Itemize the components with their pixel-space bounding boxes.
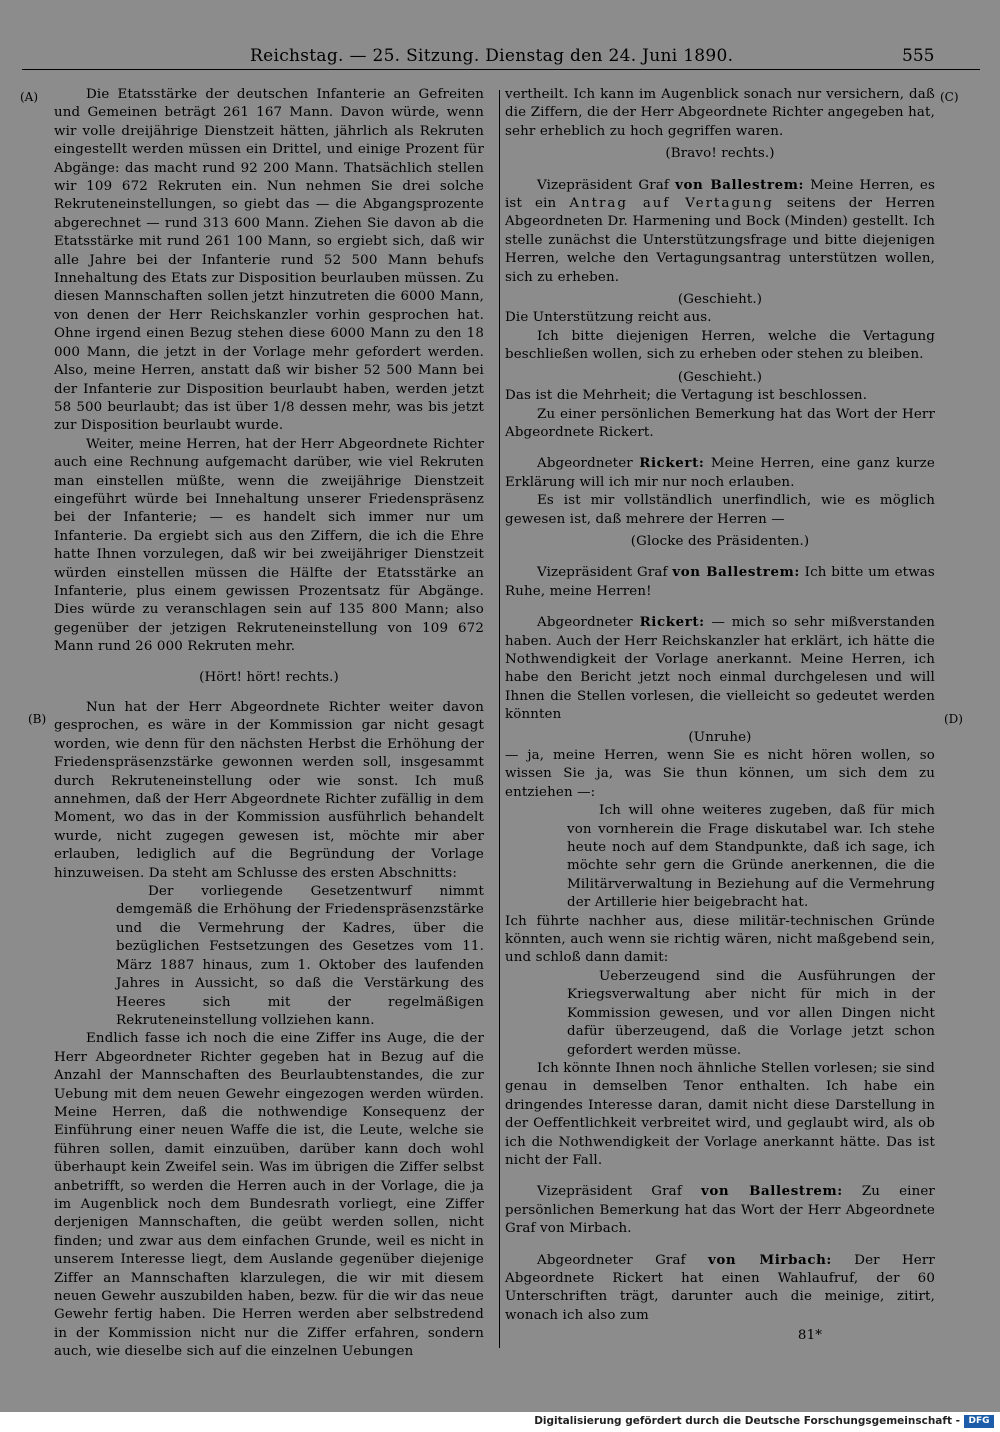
signature-mark: 81* [797, 1328, 823, 1344]
interjection: (Bravo! rechts.) [665, 146, 775, 162]
emphasized-text: Antrag auf Vertagung [569, 196, 774, 212]
speaker-title: Vizepräsident Graf [537, 565, 668, 581]
speech-text: Meine Herren, es ist ein [505, 177, 935, 212]
margin-mark-d: (D) [944, 712, 963, 726]
speech-text: seitens der Herren Abgeordneten Dr. Harmening und Bock (Minden) gestellt. Ich stelle zunächst die Unterstützungsfrage und bitte diejenigen Herren, welche den Vertagungsantrag unterstützen wollen, sich zu erheben. [505, 196, 935, 285]
paragraph: Das ist die Mehrheit; die Vertagung ist beschlossen. [505, 388, 868, 404]
page-number: 555 [902, 46, 935, 66]
speech-vizepraesident [505, 1182, 935, 1238]
paragraph: vertheilt. Ich kann im Augenblick sonach nur versichern, daß die Ziffern, die der Herr Abgeordnete Richter angegeben hat, sehr erheblich zu hoch gegriffen waren. [505, 87, 935, 139]
right-column [505, 86, 935, 1346]
paragraph: — ja, meine Herren, wenn Sie es nicht hören wollen, so wissen Sie ja, was Sie thun können, um sich dem zu entziehen —: [505, 748, 935, 800]
speech-text: Zu einer persönlichen Bemerkung hat das Wort der Herr Abgeordnete Graf von Mirbach. [505, 1184, 935, 1237]
speech-text: Der Herr Abgeordnete Rickert hat einen Wahlaufruf, der 60 Unterschriften trägt, darunter auch die meinige, zitirt, wonach ich also zum [505, 1252, 935, 1323]
speaker-name: Rickert: [639, 614, 705, 631]
paragraph: Zu einer persönlichen Bemerkung hat das Wort der Herr Abgeordnete Rickert. [505, 406, 935, 440]
interjection: (Unruhe) [688, 729, 752, 745]
speaker-title: Abgeordneter [537, 456, 633, 472]
speaker-name: von Ballestrem: [700, 1183, 843, 1200]
paragraph: Die Unterstützung reicht aus. [505, 310, 712, 326]
paragraph: Nun hat der Herr Abgeordnete Richter weiter davon gesprochen, es wäre in der Kommission gar nicht gesagt worden, wie denn für den nächsten Herbst die Erhöhung der Friedenspräsenzstärke gewonnen werden soll, insgesammt durch Rekruteneinstellung oder wie sonst. Ich muß annehmen, daß der Herr Abgeordnete Richter zufällig in dem Moment, wo das in der Kommission ausführlich behandelt wurde, nicht zugegen gewesen ist, möchte mir aber erlauben, lediglich auf die Begründung der Vorlage hinzuweisen. Da steht am Schlusse des ersten Abschnitts: [54, 700, 484, 881]
margin-mark-b: (B) [28, 712, 47, 726]
speaker-title: Vizepräsident Graf [537, 1184, 682, 1200]
paragraph: Weiter, meine Herren, hat der Herr Abgeordnete Richter auch eine Rechnung aufgemacht darüber, wie viel Rekruten man einstellen müßte, wenn die zweijährige Dienstzeit eingeführt würde bei Innehaltung unserer Friedenspräsenz bei der Infanterie; — es handelt sich immer nur um Infanterie. Da ergiebt sich aus den Ziffern, die ich die Ehre hatte Ihnen vorzulegen, daß wir bei zweijähriger Dienstzeit würden einstellen müssen die Hälfte der Etatsstärke an Infanterie, plus einem gewissen Prozentsatz für Abgänge. Dies würde zu veranschlagen sein auf 135 800 Mann; also gegenüber der jetzigen Rekruteneinstellung von 109 672 Mann rund 26 000 Rekruten mehr. [54, 436, 484, 655]
speaker-name: von Ballestrem: [675, 176, 805, 193]
interjection: (Hört! hört! rechts.) [199, 669, 339, 685]
paragraph: Die Etatsstärke der deutschen Infanterie an Gefreiten und Gemeinen beträgt 261 167 Mann. Davon würde, wenn wir volle dreijährige Dienstzeit hätten, jährlich als Rekruten eingestellt werden müssen ein Drittel, und einige Prozent für Abgänge: das macht rund 92 200 Mann. Thatsächlich stellen wir 109 672 Rekruten ein. Nun nehmen Sie drei solche Rekruteneinstellungen, so giebt das — die Abgangsprozente abgerechnet — rund 313 600 Mann. Ziehen Sie davon ab die Etatsstärke mit rund 261 100 Mann, so ergiebt sich, daß wir alle Jahre bei der Infanterie rund 52 500 Mann behufs Innehaltung des Etats zur Disposition beurlauben müssen. Zu diesen Mannschaften sollen jetzt hinzutreten die 6000 Mann, von denen der Herr Reichskanzler vorhin gesprochen hat. Ohne irgend einen Bezug stehen diese 6000 Mann zu den 18 000 Mann, die jetzt in der Vorlage mehr gefordert werden. Also, meine Herren, anstatt daß wir bisher 52 500 Mann bei der Infanterie zur Disposition beurlaubt haben, werden jetzt 58 500 beurlaubt; das ist über 1/8 dessen mehr, was bis jetzt zur Disposition beurlaubt wurde. [54, 87, 484, 434]
paragraph: Es ist mir vollständlich unerfindlich, wie es möglich gewesen ist, daß mehrere der Herren — [505, 493, 935, 527]
speech-text: Ich bitte um etwas Ruhe, meine Herren! [505, 565, 935, 599]
interjection: (Geschieht.) [677, 292, 763, 308]
speaker-title: Vizepräsident Graf [537, 177, 670, 193]
interjection: (Glocke des Präsidenten.) [630, 533, 810, 549]
paragraph: Ich bitte diejenigen Herren, welche die Vertagung beschließen wollen, sich zu erheben oder stehen zu bleiben. [505, 328, 935, 363]
interjection: (Geschieht.) [677, 369, 763, 385]
speech-mirbach [505, 1251, 935, 1326]
margin-mark-c: (C) [940, 90, 959, 104]
header-rule [22, 69, 980, 70]
footer-bar [0, 1412, 1000, 1432]
paragraph: Ich führte nachher aus, diese militär-technischen Gründe könnten, auch wenn sie richtig wären, nicht maßgebend sein, und schloß dann damit: [505, 913, 935, 966]
speaker-name: von Mirbach: [707, 1251, 832, 1268]
speech-vizepraesident [505, 563, 935, 601]
speech-vizepraesident [505, 176, 935, 287]
column-divider [499, 90, 500, 1348]
speech-text: — mich so sehr mißverstanden haben. Auch der Herr Reichskanzler hat erklärt, ich hätte die Nothwendigkeit der Vorlage anerkannt. Meine Herren, ich habe den Bericht jetzt noch einmal durchgelesen und will Ihnen die Stellen vorlesen, die vielleicht so gedeutet werden könnten [505, 615, 935, 723]
dfg-logo: DFG [964, 1415, 994, 1428]
speaker-title: Abgeordneter Graf [537, 1252, 686, 1268]
paragraph: Ich könnte Ihnen noch ähnliche Stellen vorlesen; sie sind genau in demselben Tenor enthalten. Ich habe ein dringendes Interesse daran, damit nicht diese Darstellung in der Oeffentlichkeit verbreitet wird, und geglaubt wird, als ob ich die Nothwendigkeit der Vorlage anerkannt hätte. Das ist nicht der Fall. [505, 1060, 935, 1168]
speaker-name: von Ballestrem: [672, 564, 800, 581]
speaker-title: Abgeordneter [537, 615, 633, 631]
left-column [54, 86, 484, 1362]
speaker-name: Rickert: [639, 455, 705, 472]
block-quote: Ich will ohne weiteres zugeben, daß für mich von vornherein die Frage diskutabel war. Ich stehe heute noch auf dem Standpunkte, daß ich sage, ich möchte sehr gern die Gründe anerkennen, die die Militärverwaltung in Beziehung auf die Vermehrung der Artillerie hier beigebracht hat. [567, 803, 935, 911]
margin-mark-a: (A) [20, 90, 39, 104]
header-title: Reichstag. — 25. Sitzung. Dienstag den 24. Juni 1890. [250, 46, 734, 66]
paragraph: Endlich fasse ich noch die eine Ziffer ins Auge, die der Herr Abgeordneter Richter gegeben hat in Bezug auf die Anzahl der Mannschaften des Beurlaubtenstandes, die zur Uebung mit dem neuen Gewehr eingezogen werden würden. Meine Herren, daß die nothwendige Konsequenz der Einführung einer neuen Waffe die ist, die Leute, welche sie führen sollen, damit einzuüben, darüber kann doch wohl überhaupt kein Zweifel sein. Was im übrigen die Ziffer selbst anbetrifft, so werden die Herren auch in der Vorlage, die ja im Augenblick noch dem Bundesrath vorliegt, eine Ziffer derjenigen Mannschaften, die geübt werden sollen, nicht finden; und zwar aus dem einfachen Grunde, weil es nicht in unserem Interesse liegt, dem Auslande gegenüber diejenige Ziffer an Mannschaften klarzulegen, die wir mit diesem neuen Gewehr auszubilden haben, bezw. für die wir das neue Gewehr fertig haben. Die Herren werden aber selbstredend in der Kommission nicht nur die Ziffer erfahren, sondern auch, wie dieselbe sich auf die einzelnen Uebungen [54, 1031, 484, 1360]
funding-notice: Digitalisierung gefördert durch die Deutsche Forschungsgemeinschaft - [534, 1415, 960, 1427]
speech-text: Meine Herren, eine ganz kurze Erklärung will ich mir nur noch erlauben. [505, 456, 935, 490]
page-header [0, 42, 1000, 72]
speech-rickert [505, 613, 935, 724]
block-quote: Ueberzeugend sind die Ausführungen der Kriegsverwaltung aber nicht für mich in der Kommission gewesen, und vor allen Dingen nicht dafür überzeugend, daß die Vorlage jetzt schon gefordert werden müsse. [567, 968, 935, 1058]
block-quote: Der vorliegende Gesetzentwurf nimmt demgemäß die Erhöhung der Friedenspräsenzstärke und die Vermehrung der Kadres, über die bezüglichen Festsetzungen des Gesetzes vom 11. März 1887 hinaus, zum 1. Oktober des laufenden Jahres in Aussicht, so daß die Verstärkung des Heeres sich mit der regelmäßigen Rekruteneinstellung vollziehen kann. [116, 884, 484, 1028]
speech-rickert [505, 454, 935, 492]
